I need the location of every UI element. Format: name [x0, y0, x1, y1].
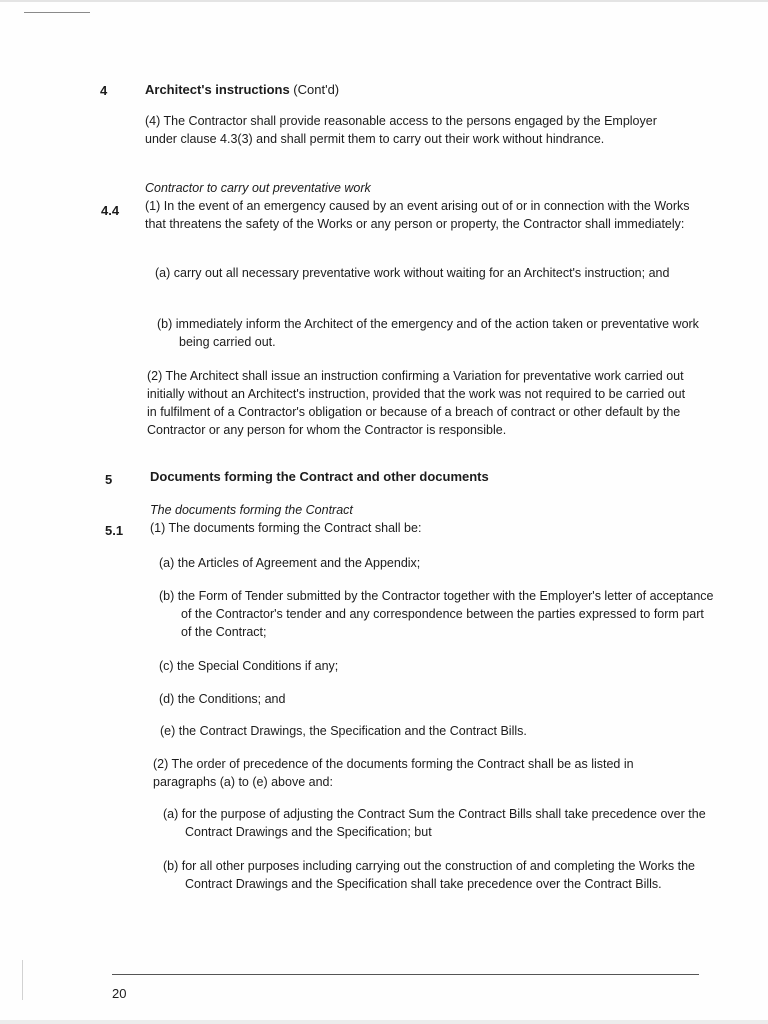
section-4-title-text: Architect's instructions [145, 82, 290, 97]
section-5-number: 5 [105, 472, 113, 487]
footer-rule [112, 974, 699, 975]
scan-mark-left [22, 960, 23, 1000]
clause-4-4-heading: Contractor to carry out preventative work [145, 181, 371, 195]
clause-5-1-item-d: (d) the Conditions; and [159, 692, 286, 706]
clause-5-1-para-2: (2) The order of precedence of the documents forming the Contract shall be as listed in paragraphs (a) to (e) above and: [153, 757, 634, 789]
clause-5-1-item-c: (c) the Special Conditions if any; [159, 659, 339, 673]
scan-mark [24, 12, 90, 13]
section-4-title [145, 82, 339, 97]
clause-5-1-number: 5.1 [105, 523, 124, 538]
clause-5-1-item-e: (e) the Contract Drawings, the Specification and the Contract Bills. [160, 724, 527, 738]
clause-4-3-para-4: (4) The Contractor shall provide reasonable access to the persons engaged by the Employer under clause 4.3(3) and shall permit them to carry out their work without hindrance. [145, 114, 657, 146]
section-5-title: Documents forming the Contract and other documents [150, 469, 489, 484]
clause-5-1-heading: The documents forming the Contract [150, 503, 353, 517]
clause-5-1-para-1: (1) The documents forming the Contract shall be: [150, 521, 422, 535]
clause-4-4-para-2: (2) The Architect shall issue an instruction confirming a Variation for preventative work carried out initially without an Architect's instruction, provided that the work was not required to be carried out in fulfilment of a Contractor's obligation or because of a breach of contract or other default by the Contractor or any person for whom the Contractor is responsible. [147, 369, 686, 437]
clause-4-4-item-b: (b) immediately inform the Architect of the emergency and of the action taken or preventative work being carried out. [157, 317, 699, 349]
clause-5-1-item-b: (b) the Form of Tender submitted by the Contractor together with the Employer's letter of acceptance of the Contractor's tender and any correspondence between the parties expressed to form part of the Contract; [159, 589, 714, 639]
clause-5-1-item-a: (a) the Articles of Agreement and the Appendix; [159, 556, 421, 570]
clause-4-4-item-a: (a) carry out all necessary preventative work without waiting for an Architect's instruction; and [155, 266, 670, 280]
clause-5-1-2-item-b: (b) for all other purposes including carrying out the construction of and completing the Works the Contract Drawings and the Specification shall take precedence over the Contract Bills. [163, 859, 695, 891]
section-4-number: 4 [100, 83, 108, 98]
clause-5-1-2-item-a: (a) for the purpose of adjusting the Contract Sum the Contract Bills shall take precedence over the Contract Drawings and the Specification; but [163, 807, 706, 839]
clause-4-4-number: 4.4 [101, 203, 120, 218]
scan-edge-top [0, 0, 768, 2]
page-number: 20 [112, 986, 127, 1001]
clause-4-4-para-1: (1) In the event of an emergency caused by an event arising out of or in connection with the Works that threatens the safety of the Works or any person or property, the Contractor shall immediately: [145, 199, 690, 231]
section-4-title-suffix: (Cont'd) [289, 82, 340, 97]
scan-edge-bottom [0, 1020, 768, 1024]
